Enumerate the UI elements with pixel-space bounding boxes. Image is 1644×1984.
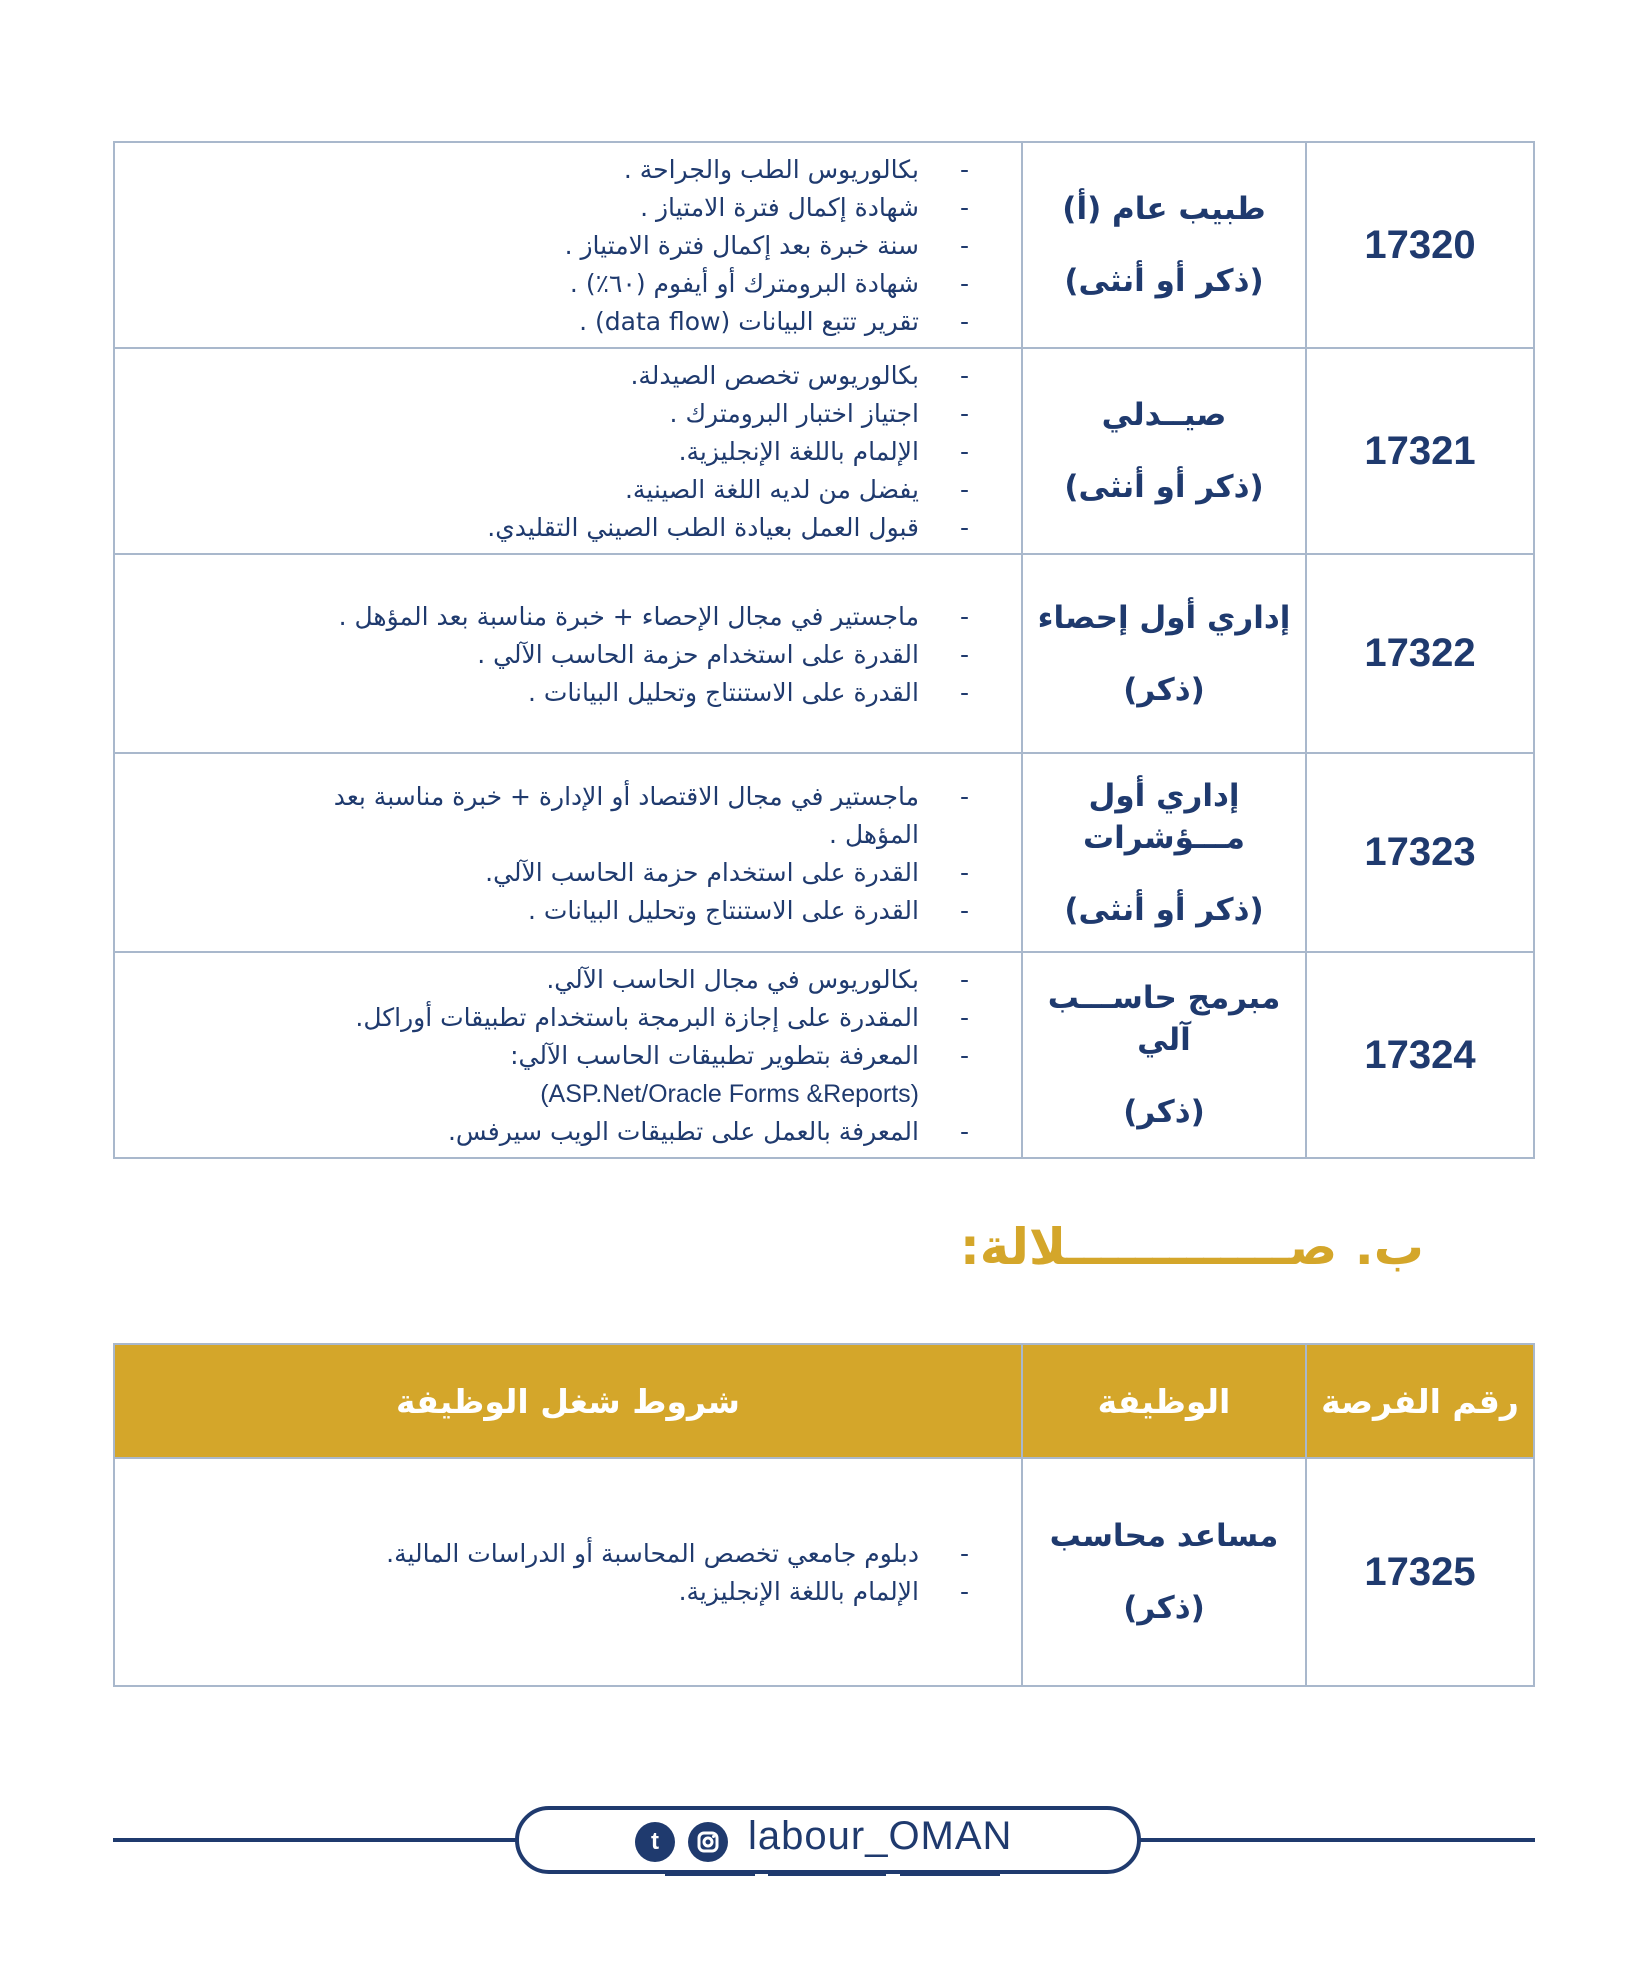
requirement-item: - بكالوريوس الطب والجراحة . xyxy=(129,151,1021,189)
requirement-continuation: المؤهل . xyxy=(829,819,919,849)
job-title: إداري أول إحصاء xyxy=(1037,599,1291,636)
job-requirements xyxy=(114,554,1022,753)
instagram-icon[interactable] xyxy=(688,1822,728,1862)
job-requirements xyxy=(114,952,1022,1158)
requirement-item: - الإلمام باللغة الإنجليزية. xyxy=(129,1573,1021,1611)
social-handle[interactable]: labour_OMAN xyxy=(748,1814,1013,1858)
jobs-table-muscat xyxy=(113,141,1535,1159)
job-number: 17325 xyxy=(1306,1458,1534,1686)
requirement-item: - المقدرة على إجازة البرمجة باستخدام تطبيقات أوراكل. xyxy=(129,999,1021,1037)
footer-underline xyxy=(665,1872,755,1876)
footer-divider-left xyxy=(113,1838,517,1842)
instagram-glyph xyxy=(688,1822,728,1862)
requirement-item: - اجتياز اختبار البرومترك . xyxy=(129,395,1021,433)
requirement-item: - بكالوريوس تخصص الصيدلة. xyxy=(129,357,1021,395)
requirement-item: - الإلمام باللغة الإنجليزية. xyxy=(129,433,1021,471)
job-number: 17320 xyxy=(1306,142,1534,348)
table-row xyxy=(114,348,1534,554)
job-requirements xyxy=(114,753,1022,952)
requirement-item: - يفضل من لديه اللغة الصينية. xyxy=(129,471,1021,509)
requirement-item: - القدرة على استخدام حزمة الحاسب الآلي. xyxy=(129,854,1021,892)
job-title: طبيب عام (أ) xyxy=(1062,191,1266,227)
job-title: إداري أول مـــؤشرات xyxy=(1083,777,1245,856)
job-gender: (ذكر) xyxy=(1123,1094,1205,1130)
job-title: مساعد محاسب xyxy=(1049,1518,1279,1554)
job-requirements xyxy=(114,142,1022,348)
requirement-item: - ماجستير في مجال الإحصاء + خبرة مناسبة بعد المؤهل . xyxy=(129,598,1021,636)
job-title: صيــدلي xyxy=(1101,397,1227,433)
requirement-item: - القدرة على الاستنتاج وتحليل البيانات . xyxy=(129,674,1021,712)
requirement-item: - شهادة البرومترك أو أيفوم (٦٠٪) . xyxy=(129,265,1021,303)
table-header-row xyxy=(114,1344,1534,1458)
footer-underline xyxy=(768,1872,886,1876)
job-gender: (ذكر أو أنثى) xyxy=(1064,469,1264,505)
requirement-item: - قبول العمل بعيادة الطب الصيني التقليدي. xyxy=(129,509,1021,547)
job-title-cell xyxy=(1022,952,1306,1158)
header-job-requirements: شروط شغل الوظيفة xyxy=(114,1344,1022,1458)
table-row xyxy=(114,1458,1534,1686)
job-number: 17321 xyxy=(1306,348,1534,554)
job-number: 17322 xyxy=(1306,554,1534,753)
section-heading-salalah: ب. صـــــــــــــلالة: xyxy=(959,1218,1424,1276)
requirement-continuation: (ASP.Net/Oracle Forms &Reports) xyxy=(540,1080,919,1108)
requirement-item: - دبلوم جامعي تخصص المحاسبة أو الدراسات المالية. xyxy=(129,1535,1021,1573)
job-gender: (ذكر) xyxy=(1123,1590,1205,1626)
job-gender: (ذكر أو أنثى) xyxy=(1064,891,1264,928)
job-title-cell xyxy=(1022,554,1306,753)
job-title-cell xyxy=(1022,753,1306,952)
requirement-item: - بكالوريوس في مجال الحاسب الآلي. xyxy=(129,961,1021,999)
job-gender: (ذكر) xyxy=(1123,671,1205,708)
twitter-icon[interactable]: t xyxy=(635,1822,675,1862)
table-row xyxy=(114,753,1534,952)
table-row xyxy=(114,952,1534,1158)
job-title-cell xyxy=(1022,1458,1306,1686)
job-title-cell xyxy=(1022,142,1306,348)
requirement-item: - سنة خبرة بعد إكمال فترة الامتياز . xyxy=(129,227,1021,265)
job-title: مبرمج حاســـب آلي xyxy=(1047,980,1281,1058)
requirement-item: - تقرير تتبع البيانات (data flow) . xyxy=(129,303,1021,341)
job-number: 17324 xyxy=(1306,952,1534,1158)
footer-divider-right xyxy=(1139,1838,1535,1842)
requirement-item: - ماجستير في مجال الاقتصاد أو الإدارة + خبرة مناسبة بعد xyxy=(129,778,1021,816)
table-row xyxy=(114,142,1534,348)
job-requirements xyxy=(114,1458,1022,1686)
header-job-title: الوظيفة xyxy=(1022,1344,1306,1458)
requirement-item: - القدرة على الاستنتاج وتحليل البيانات . xyxy=(129,892,1021,930)
job-gender: (ذكر أو أنثى) xyxy=(1064,263,1264,299)
job-title-cell xyxy=(1022,348,1306,554)
requirement-item: - شهادة إكمال فترة الامتياز . xyxy=(129,189,1021,227)
requirement-item: - المعرفة بتطوير تطبيقات الحاسب الآلي: xyxy=(129,1037,1021,1075)
table-row xyxy=(114,554,1534,753)
requirement-item: - المعرفة بالعمل على تطبيقات الويب سيرفس. xyxy=(129,1113,1021,1151)
job-number: 17323 xyxy=(1306,753,1534,952)
header-job-number: رقم الفرصة xyxy=(1306,1344,1534,1458)
jobs-table-salalah xyxy=(113,1343,1535,1687)
job-requirements xyxy=(114,348,1022,554)
requirement-item: - القدرة على استخدام حزمة الحاسب الآلي . xyxy=(129,636,1021,674)
footer-underline xyxy=(900,1872,1000,1876)
